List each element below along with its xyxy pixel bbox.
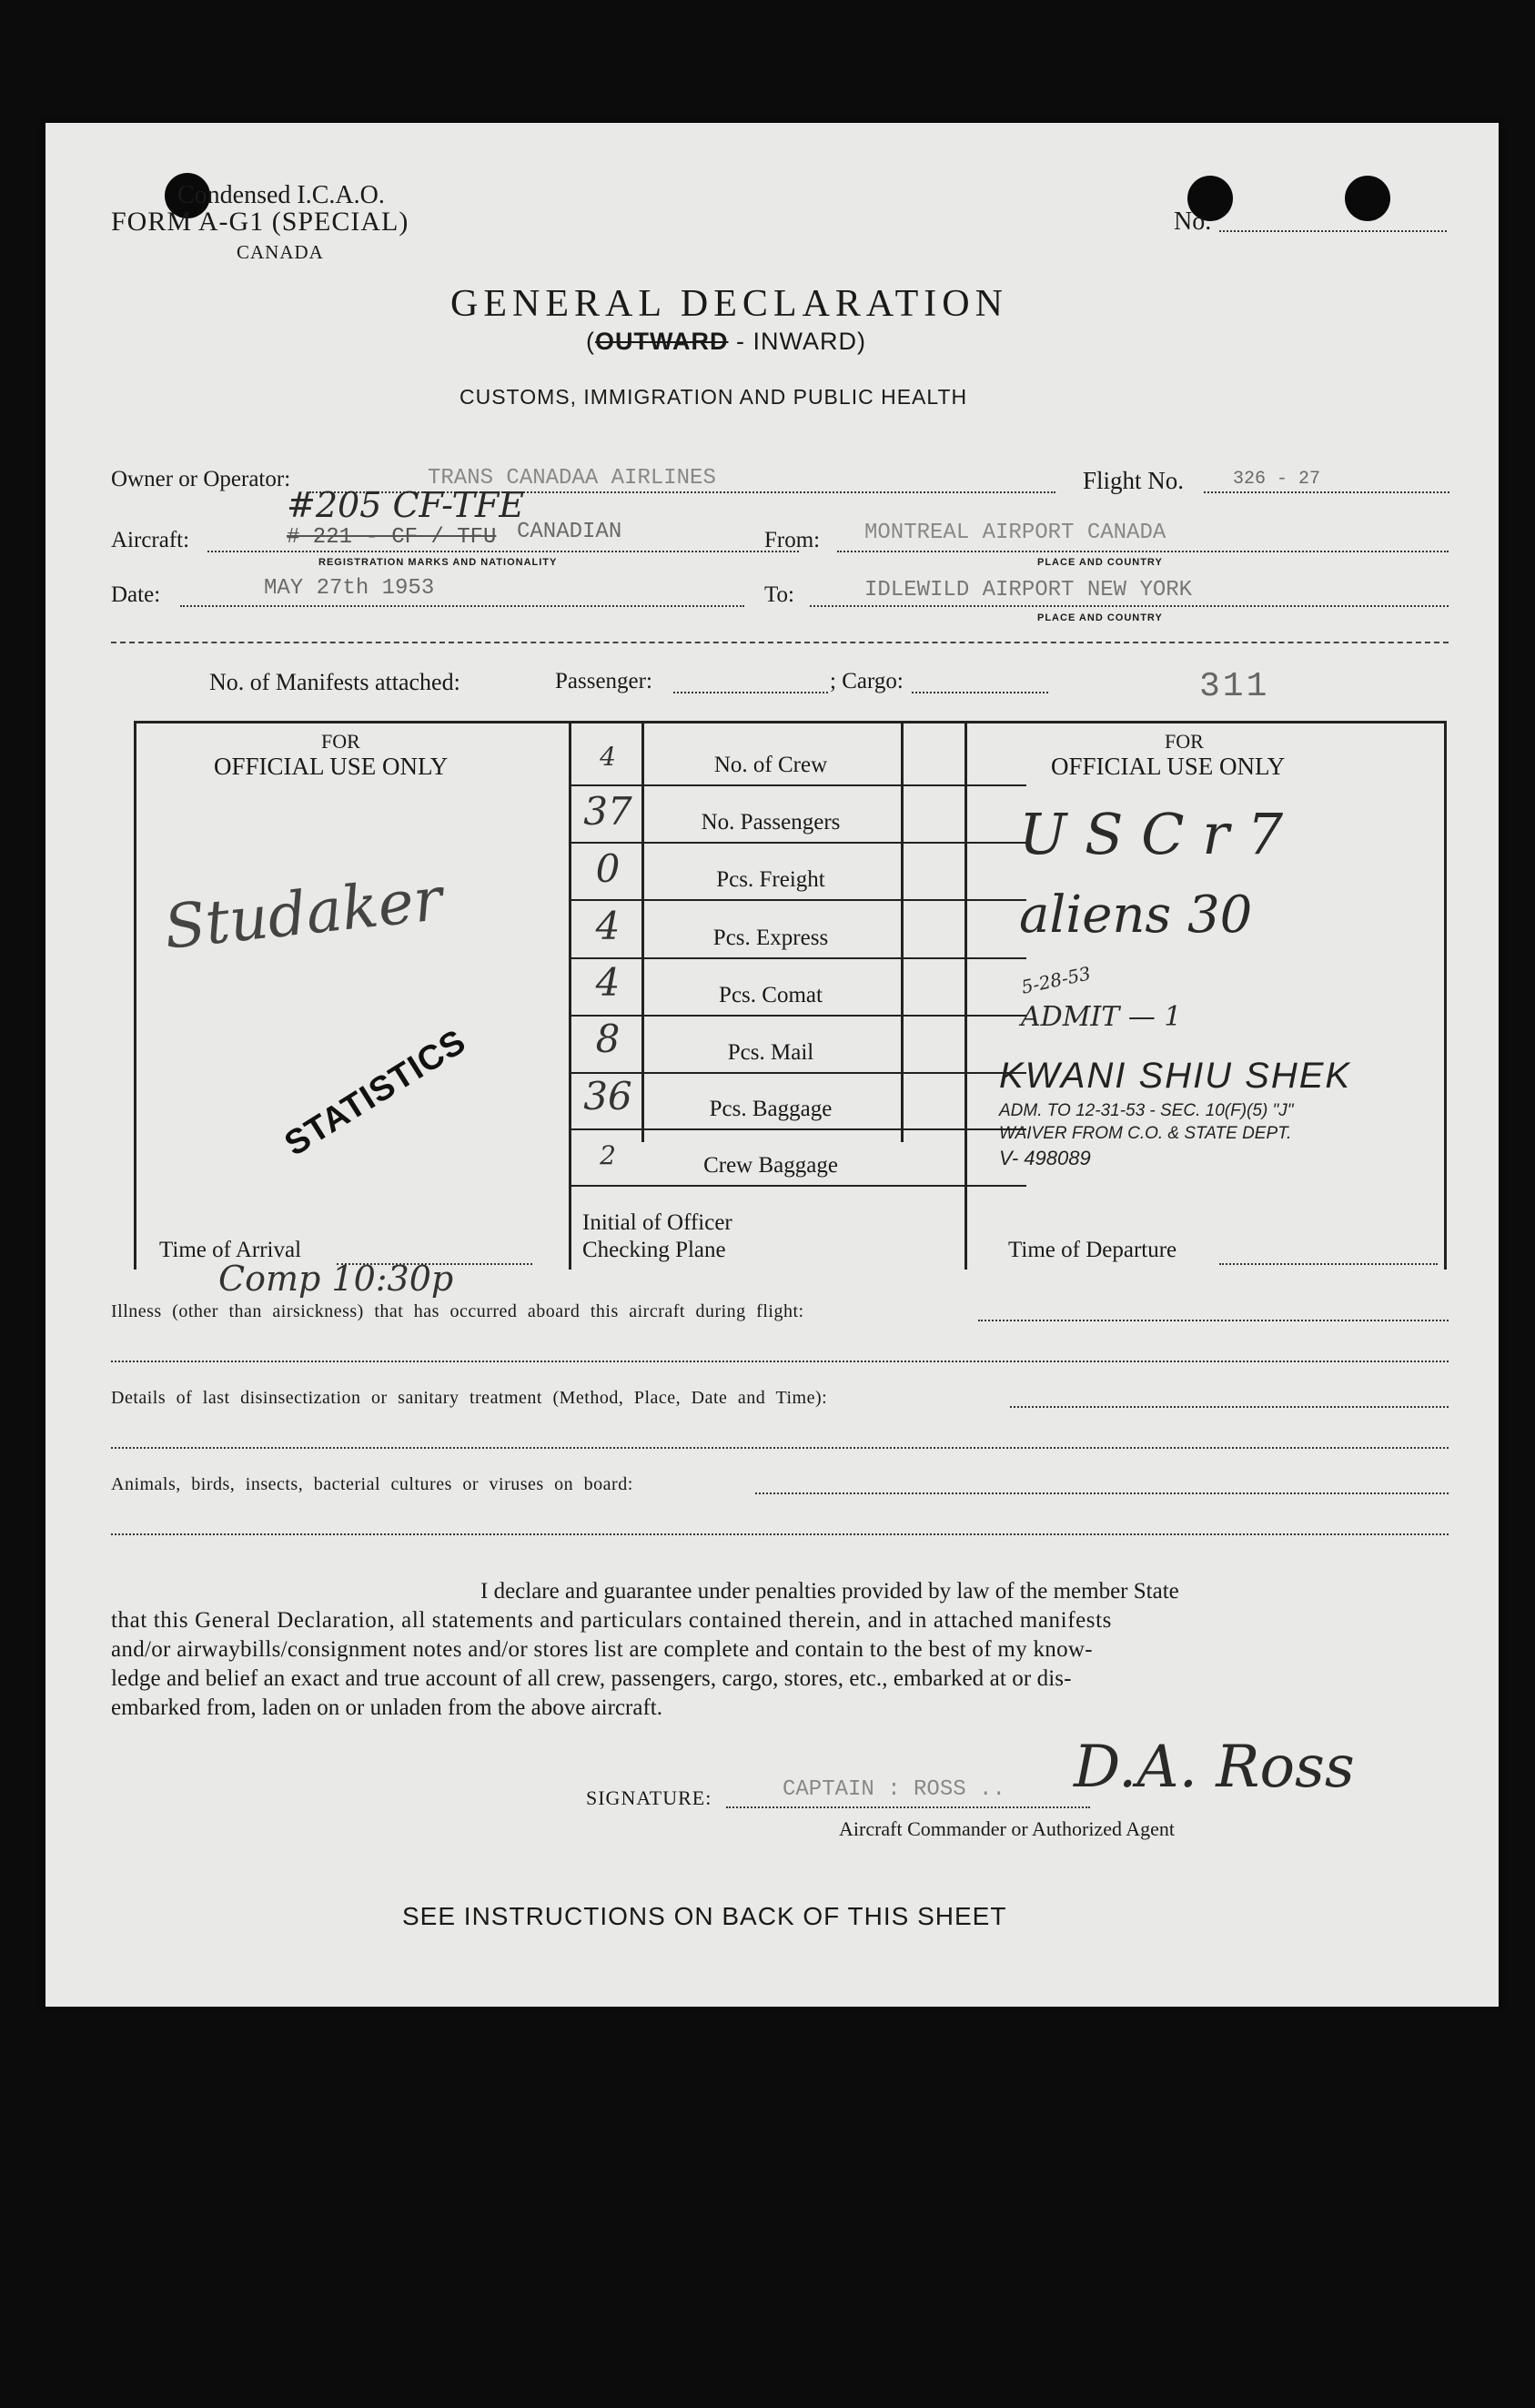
signature-handwritten: D.A. Ross (1074, 1734, 1355, 1801)
form-id-line1: Condensed I.C.A.O. (177, 181, 385, 209)
declaration-line: that this General Declaration, all statements and particulars contained therein, and in attached manifests (111, 1608, 1113, 1633)
aircraft-handwritten: #205 CF-TFE (287, 485, 525, 525)
left-official-use: OFFICIAL USE ONLY (214, 753, 449, 780)
freight-label: Pcs. Freight (716, 867, 825, 892)
date-line (180, 605, 744, 607)
aircraft-line (207, 551, 799, 552)
to-label: To: (764, 582, 794, 607)
signature-typed: CAPTAIN : ROSS .. (783, 1777, 1005, 1802)
left-for: FOR (321, 730, 360, 753)
table-divider-4 (964, 721, 967, 1270)
to-value: IDLEWILD AIRPORT NEW YORK (864, 578, 1193, 602)
to-caption: PLACE AND COUNTRY (1037, 612, 1163, 623)
illness-line-2 (111, 1361, 1449, 1362)
time-of-departure-line (1219, 1263, 1438, 1265)
disinsectization-line-2 (111, 1447, 1449, 1449)
manifest-stamp-number: 311 (1199, 667, 1270, 706)
row-line (571, 784, 1026, 786)
note-waiver: WAIVER FROM C.O. & STATE DEPT. (999, 1124, 1292, 1143)
note-citizens: U S C r 7 (1019, 801, 1284, 867)
comat-count: 4 (595, 960, 621, 1005)
from-label: From: (764, 528, 821, 552)
note-admission: ADM. TO 12-31-53 - SEC. 10(F)(5) "J" (999, 1101, 1294, 1120)
declaration-line: and/or airwaybills/consignment notes and/or stores list are complete and contain to the best of my know- (111, 1637, 1093, 1662)
date-value: MAY 27th 1953 (264, 576, 435, 601)
manifests-passenger-line (673, 692, 828, 693)
form-country: CANADA (237, 241, 324, 263)
crew-count: 4 (600, 742, 616, 772)
note-date: 5-28-53 (1019, 962, 1093, 998)
header-divider (111, 642, 1449, 643)
page-title: GENERAL DECLARATION (450, 283, 1008, 325)
date-label: Date: (111, 582, 161, 607)
row-line (571, 1185, 1026, 1187)
from-value: MONTREAL AIRPORT CANADA (864, 521, 1166, 545)
row-line (571, 899, 1026, 901)
aircraft-label: Aircraft: (111, 528, 190, 552)
express-count: 4 (595, 904, 621, 948)
disinsectization-line-1 (1010, 1406, 1449, 1408)
manifests-label: No. of Manifests attached: (209, 669, 460, 695)
animals-line-2 (111, 1533, 1449, 1535)
baggage-label: Pcs. Baggage (709, 1097, 833, 1121)
flight-value: 326 - 27 (1233, 469, 1321, 490)
mail-label: Pcs. Mail (727, 1040, 814, 1065)
row-line (571, 1128, 1026, 1130)
punch-hole-right (1345, 176, 1390, 221)
row-line (571, 842, 1026, 844)
crew-label: No. of Crew (713, 753, 828, 777)
signature-line (726, 1806, 1090, 1808)
number-line (1219, 230, 1447, 232)
signature-label: SIGNATURE: (586, 1786, 712, 1809)
declaration-line: ledge and belief an exact and true account of all crew, passengers, cargo, stores, etc., embarked at or dis- (111, 1666, 1072, 1691)
note-visa: V- 498089 (999, 1147, 1091, 1169)
to-line (810, 605, 1449, 607)
row-line (571, 957, 1026, 959)
initial-officer-label-2: Checking Plane (582, 1238, 726, 1262)
number-label: No. (1174, 207, 1212, 236)
flight-line (1204, 491, 1449, 493)
form-id-line2: FORM A-G1 (SPECIAL) (111, 207, 409, 237)
time-of-arrival-label: Time of Arrival (159, 1238, 302, 1262)
officer-signature-left: Studaker (160, 864, 446, 963)
mail-count: 8 (595, 1017, 621, 1061)
manifests-cargo-line (912, 692, 1048, 693)
crew-baggage-label: Crew Baggage (703, 1153, 838, 1178)
freight-count: 0 (595, 846, 621, 891)
express-label: Pcs. Express (712, 926, 829, 950)
baggage-count: 36 (583, 1074, 632, 1118)
note-name: KWANI SHIU SHEK (999, 1056, 1352, 1096)
passengers-count: 37 (583, 789, 632, 834)
declaration-line: embarked from, laden on or unladen from the above aircraft. (111, 1695, 662, 1720)
form-sheet (45, 123, 1499, 2007)
flight-label: Flight No. (1083, 467, 1185, 494)
animals-line-1 (755, 1492, 1449, 1494)
subtitle-outward: OUTWARD (595, 328, 729, 355)
owner-label: Owner or Operator: (111, 467, 291, 491)
manifests-cargo-label: ; Cargo: (830, 669, 904, 693)
comat-label: Pcs. Comat (719, 983, 823, 1007)
aircraft-nationality: CANADIAN (517, 520, 622, 544)
aircraft-struck: # 221 - CF / TFU (287, 525, 497, 550)
from-caption: PLACE AND COUNTRY (1037, 557, 1163, 568)
right-for: FOR (1165, 730, 1204, 753)
table-divider-3 (901, 723, 904, 1142)
owner-value: TRANS CANADAA AIRLINES (428, 466, 716, 491)
instructions-footer: SEE INSTRUCTIONS ON BACK OF THIS SHEET (402, 1902, 1007, 1930)
from-line (837, 551, 1449, 552)
animals-question: Animals, birds, insects, bacterial cultures or viruses on board: (111, 1474, 633, 1494)
illness-line-1 (978, 1320, 1449, 1321)
form-purpose: CUSTOMS, IMMIGRATION AND PUBLIC HEALTH (459, 385, 968, 409)
page-subtitle (586, 328, 866, 356)
right-official-use: OFFICIAL USE ONLY (1051, 753, 1286, 780)
passengers-label: No. Passengers (701, 810, 841, 835)
signature-caption: Aircraft Commander or Authorized Agent (839, 1817, 1176, 1840)
crew-baggage-count: 2 (600, 1140, 616, 1170)
registration-caption: REGISTRATION MARKS AND NATIONALITY (318, 557, 558, 568)
subtitle-inward: - INWARD) (736, 328, 866, 355)
disinsectization-question: Details of last disinsectization or sanitary treatment (Method, Place, Date and Time): (111, 1388, 828, 1408)
note-aliens: aliens 30 (1019, 885, 1253, 945)
manifests-passenger-label: Passenger: (555, 669, 652, 693)
illness-question: Illness (other than airsickness) that has occurred aboard this aircraft during flight: (111, 1301, 804, 1321)
statistics-stamp: STATISTICS (278, 1022, 473, 1164)
initial-officer-label-1: Initial of Officer (582, 1210, 732, 1235)
note-admit: ADMIT — 1 (1021, 1001, 1182, 1033)
time-of-departure-label: Time of Departure (1008, 1238, 1177, 1262)
completion-time: Comp 10:30p (218, 1259, 454, 1299)
subtitle-open: ( (586, 328, 595, 355)
declaration-line: I declare and guarantee under penalties provided by law of the member State (480, 1579, 1179, 1604)
